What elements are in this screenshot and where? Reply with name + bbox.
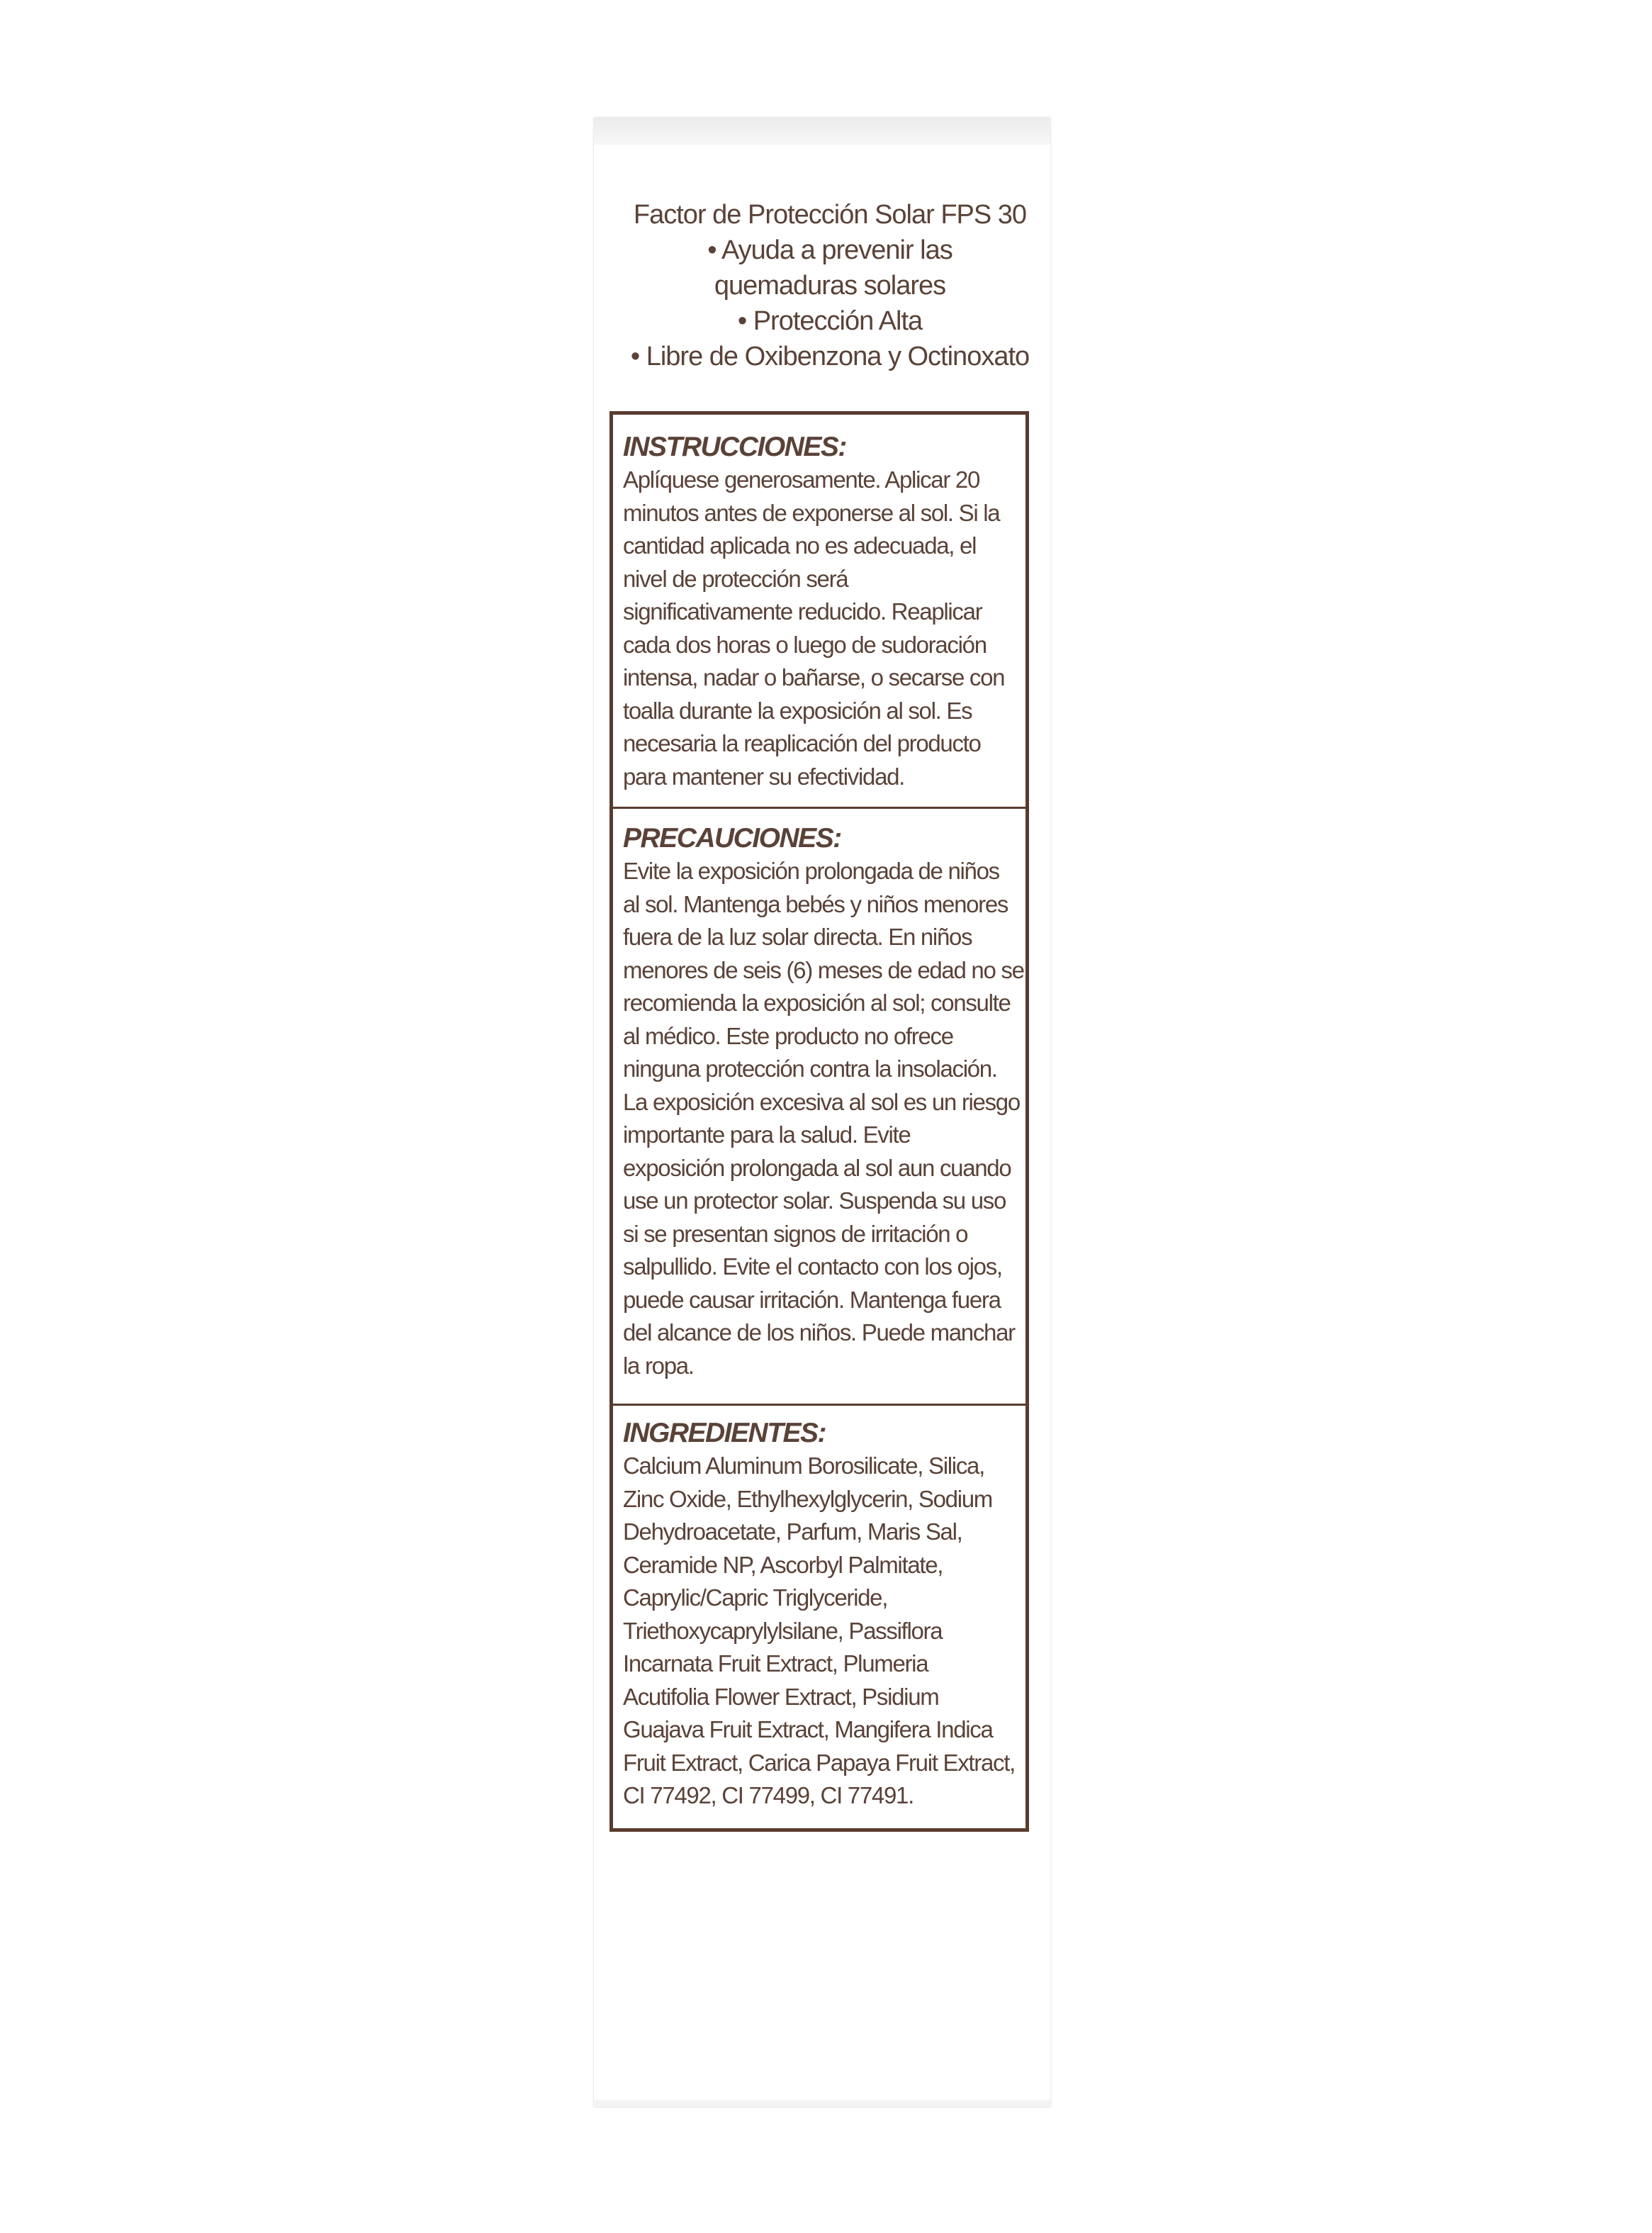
- body-line: significativamente reducido. Reaplicar: [623, 598, 982, 625]
- body-line: Zinc Oxide, Ethylhexylglycerin, Sodium: [623, 1485, 992, 1512]
- instructions-section: [613, 431, 1026, 793]
- body-line: necesaria la reaplicación del producto: [623, 730, 981, 756]
- body-line: menores de seis (6) meses de edad no se: [623, 956, 1024, 983]
- body-line: ninguna protección contra la insolación.: [623, 1056, 997, 1082]
- precautions-section: [613, 822, 1026, 1382]
- body-line: salpullido. Evite el contacto con los ojos,: [623, 1253, 1002, 1280]
- claim-line: • Libre de Oxibenzona y Octinoxato: [630, 342, 1030, 371]
- body-line: use un protector solar. Suspenda su uso: [623, 1187, 1006, 1214]
- section-title: PRECAUCIONES:: [623, 823, 841, 854]
- body-line: para mantener su efectividad.: [623, 763, 905, 790]
- label-info-box: [609, 411, 1029, 1832]
- body-line: al médico. Este producto no ofrece: [623, 1022, 953, 1049]
- section-body: [623, 855, 1026, 1382]
- body-line: la ropa.: [623, 1352, 694, 1379]
- body-line: toalla durante la exposición al sol. Es: [623, 697, 972, 724]
- body-line: Guajava Fruit Extract, Mangifera Indica: [623, 1716, 993, 1742]
- body-line: del alcance de los niños. Puede manchar: [623, 1319, 1015, 1345]
- ingredients-section: [613, 1417, 1026, 1813]
- section-divider: [613, 807, 1026, 809]
- body-line: al sol. Mantenga bebés y niños menores: [623, 890, 1008, 917]
- body-line: Evite la exposición prolongada de niños: [623, 858, 999, 884]
- claim-line: Factor de Protección Solar FPS 30: [633, 200, 1027, 230]
- body-line: minutos antes de exponerse al sol. Si la: [623, 499, 1000, 526]
- section-title: INSTRUCCIONES:: [623, 432, 846, 462]
- body-line: Incarnata Fruit Extract, Plumeria: [623, 1650, 928, 1677]
- body-line: exposición prolongada al sol aun cuando: [623, 1154, 1011, 1181]
- section-divider: [613, 1404, 1026, 1406]
- section-body: [623, 464, 1026, 793]
- body-line: Calcium Aluminum Borosilicate, Silica,: [623, 1453, 984, 1479]
- claim-line: • Ayuda a prevenir las: [707, 235, 953, 265]
- body-line: si se presentan signos de irritación o: [623, 1220, 968, 1247]
- body-line: nivel de protección será: [623, 565, 848, 592]
- section-title: INGREDIENTES:: [623, 1418, 826, 1448]
- body-line: cada dos horas o luego de sudoración: [623, 631, 987, 658]
- body-line: Dehydroacetate, Parfum, Maris Sal,: [623, 1518, 962, 1545]
- body-line: cantidad aplicada no es adecuada, el: [623, 532, 977, 559]
- body-line: CI 77492, CI 77499, CI 77491.: [623, 1782, 914, 1808]
- body-line: La exposición excesiva al sol es un riesgo: [623, 1088, 1020, 1115]
- body-line: Acutifolia Flower Extract, Psidium: [623, 1683, 939, 1710]
- claim-line: • Protección Alta: [737, 306, 923, 336]
- body-line: intensa, nadar o bañarse, o secarse con: [623, 664, 1005, 690]
- claims-block: [363, 197, 1297, 374]
- body-line: Aplíquese generosamente. Aplicar 20: [623, 466, 980, 493]
- body-line: Triethoxycaprylylsilane, Passiflora: [623, 1617, 943, 1644]
- section-body: [623, 1450, 1026, 1813]
- body-line: Fruit Extract, Carica Papaya Fruit Extract,: [623, 1749, 1015, 1776]
- body-line: puede causar irritación. Mantenga fuera: [623, 1286, 1001, 1313]
- body-line: Caprylic/Capric Triglyceride,: [623, 1584, 888, 1611]
- body-line: importante para la salud. Evite: [623, 1121, 911, 1148]
- body-line: fuera de la luz solar directa. En niños: [623, 924, 972, 950]
- claim-line: quemaduras solares: [714, 271, 946, 301]
- body-line: recomienda la exposición al sol; consulte: [623, 990, 1011, 1016]
- body-line: Ceramide NP, Ascorbyl Palmitate,: [623, 1551, 943, 1578]
